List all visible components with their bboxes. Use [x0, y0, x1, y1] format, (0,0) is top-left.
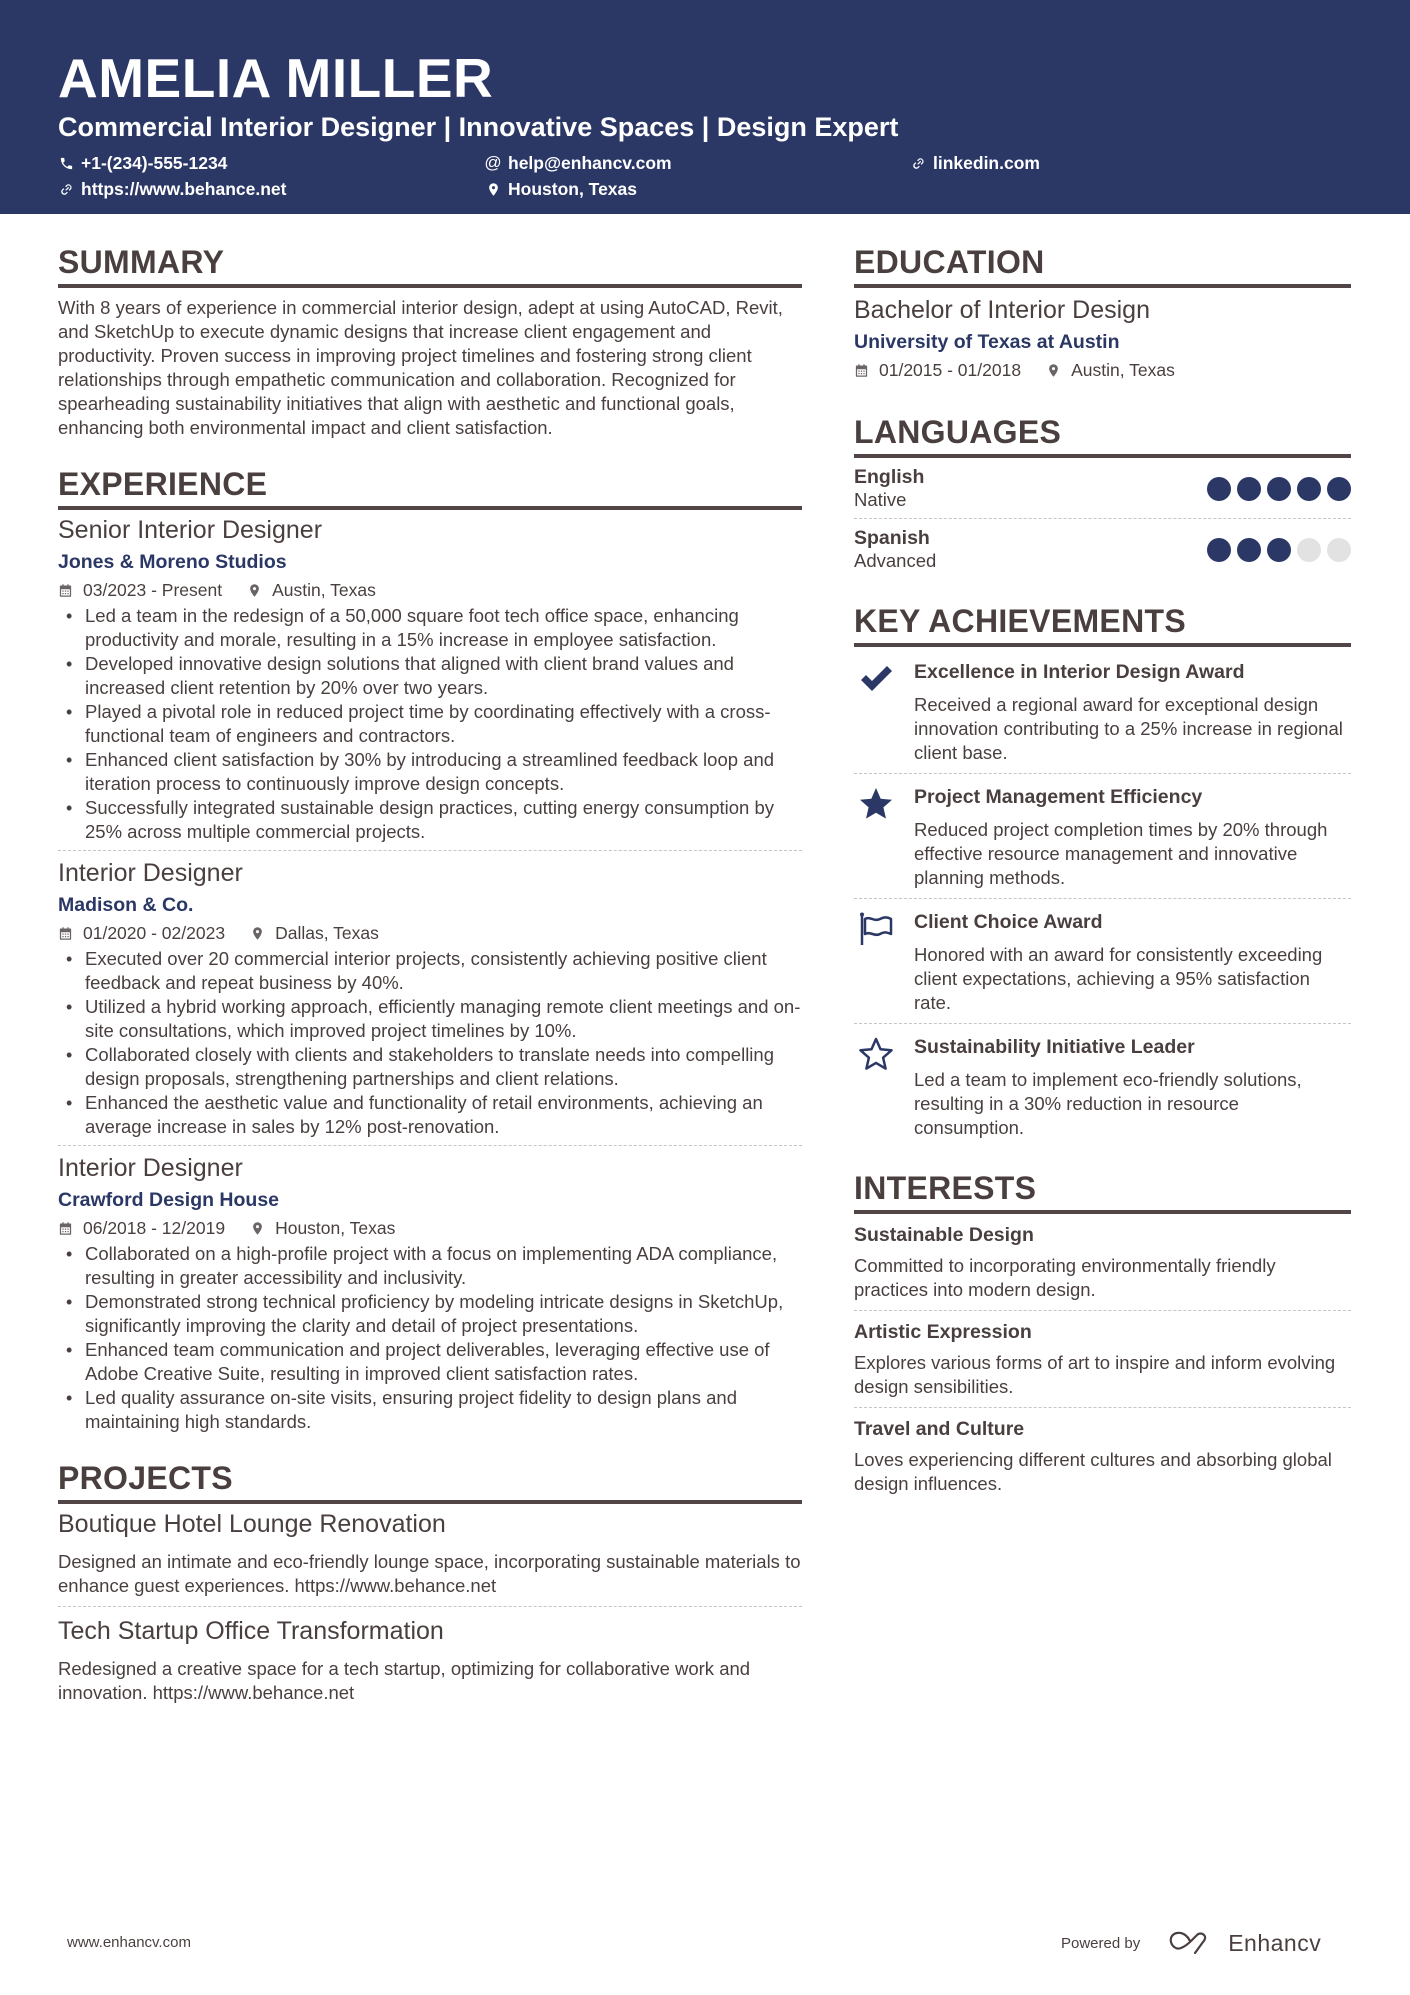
location-pin-icon [485, 181, 501, 197]
language-level: Advanced [854, 550, 937, 571]
language-name: Spanish [854, 527, 930, 549]
achievement-item [854, 1023, 1351, 1148]
section-divider [854, 1210, 1351, 1214]
candidate-name: AMELIA MILLER [58, 47, 494, 109]
achievement-description: Received a regional award for exceptional design innovation contributing to a 25% increase in regional client base. [914, 694, 1343, 763]
job-title: Interior Designer [58, 859, 243, 887]
language-rating [1207, 538, 1351, 562]
bullet-item: • Utilized a hybrid working approach, efficiently managing remote client meetings and on-site consultations, which improved project timelines by 10%. [58, 995, 802, 1043]
section-divider [854, 284, 1351, 288]
education-dates [854, 358, 1021, 382]
bullet-item: • Demonstrated strong technical proficiency by modeling intricate designs in SketchUp, significantly improving the clarity and detail of project presentations. [58, 1290, 802, 1338]
enhancv-logo-icon [1168, 1928, 1228, 1959]
section-title-projects: PROJECTS [58, 1460, 233, 1496]
language-info [854, 527, 936, 573]
achievement-description: Honored with an award for consistently exceeding client expectations, achieving a 95% satisfaction rate. [914, 944, 1323, 1013]
brand-name: Enhancv [1228, 1930, 1322, 1956]
section-title-interests: INTERESTS [854, 1170, 1037, 1206]
contact-phone[interactable] [58, 152, 485, 174]
job-title: Interior Designer [58, 1154, 243, 1182]
projects-section [58, 1460, 802, 1713]
language-rating [1207, 477, 1351, 501]
at-icon: @ [484, 153, 502, 172]
bullet-item: • Enhanced client satisfaction by 30% by introducing a streamlined feedback loop and iteration process to continuously improve design concepts. [58, 748, 802, 796]
star-outline-icon [854, 1034, 914, 1140]
location-pin-icon [1046, 363, 1061, 378]
language-item [854, 462, 1351, 518]
powered-by-label: Powered by [1061, 1935, 1141, 1952]
calendar-icon [58, 926, 73, 941]
calendar-icon [854, 363, 869, 378]
achievements-section [854, 603, 1351, 1148]
section-divider [854, 454, 1351, 458]
interest-title: Artistic Expression [854, 1321, 1032, 1343]
interest-description: Loves experiencing different cultures and absorbing global design influences. [854, 1449, 1332, 1494]
achievement-title: Project Management Efficiency [914, 786, 1203, 808]
job-meta [58, 1216, 802, 1240]
bullet-item: • Led a team in the redesign of a 50,000 square foot tech office space, enhancing productivity and morale, resulting in a 15% increase in employee satisfaction. [58, 604, 802, 652]
rating-dot-filled [1237, 477, 1261, 501]
calendar-icon [58, 1221, 73, 1236]
job-bullets [58, 947, 802, 1139]
contact-email[interactable] [485, 152, 910, 174]
job-location-text: Dallas, Texas [275, 923, 379, 943]
language-level: Native [854, 489, 907, 510]
project-entry [58, 1606, 802, 1713]
education-section [854, 244, 1351, 382]
left-column [58, 244, 802, 1739]
rating-dot-filled [1327, 477, 1351, 501]
section-title-summary: SUMMARY [58, 244, 225, 280]
job-location [250, 921, 379, 945]
section-title-experience: EXPERIENCE [58, 466, 268, 502]
education-meta [854, 358, 1351, 382]
section-title-achievements: KEY ACHIEVEMENTS [854, 603, 1186, 639]
rating-dot-filled [1267, 477, 1291, 501]
rating-dot-filled [1237, 538, 1261, 562]
job-title: Senior Interior Designer [58, 516, 323, 544]
calendar-icon [58, 583, 73, 598]
job-dates-text: 01/2020 - 02/2023 [83, 923, 226, 943]
bullet-item: • Enhanced the aesthetic value and functionality of retail environments, achieving an average increase in sales by 12% post-renovation. [58, 1091, 802, 1139]
contact-email-text: help@enhancv.com [508, 153, 672, 173]
education-location-text: Austin, Texas [1071, 360, 1175, 380]
achievement-title: Sustainability Initiative Leader [914, 1036, 1195, 1058]
section-divider [854, 643, 1351, 647]
contact-linkedin[interactable] [910, 152, 1210, 174]
rating-dot-empty [1297, 538, 1321, 562]
achievement-item [854, 649, 1351, 773]
bullet-item: • Developed innovative design solutions that aligned with client brand values and increased client retention by 20% over two years. [58, 652, 802, 700]
location-pin-icon [247, 583, 262, 598]
job-dates [58, 921, 225, 945]
section-title-education: EDUCATION [854, 244, 1045, 280]
job-dates [58, 578, 222, 602]
contact-linkedin-text: linkedin.com [933, 153, 1040, 173]
bullet-item: • Played a pivotal role in reduced project time by coordinating effectively with a cross-functional team of engineers and contractors. [58, 700, 802, 748]
phone-icon [58, 155, 74, 171]
interest-item [854, 1218, 1351, 1310]
location-pin-icon [250, 926, 265, 941]
project-title: Tech Startup Office Transformation [58, 1617, 444, 1645]
job-location [247, 578, 376, 602]
contact-list [58, 152, 1352, 200]
company-name: Jones & Moreno Studios [58, 551, 287, 573]
bullet-item: • Executed over 20 commercial interior projects, consistently achieving positive client feedback and repeat business by 40%. [58, 947, 802, 995]
school-name: University of Texas at Austin [854, 331, 1120, 353]
bullet-item: • Led quality assurance on-site visits, ensuring project fidelity to design plans and maintaining high standards. [58, 1386, 802, 1434]
contact-location [485, 178, 910, 200]
contact-location-text: Houston, Texas [508, 179, 638, 199]
job-meta [58, 578, 802, 602]
experience-section [58, 466, 802, 1440]
interest-description: Explores various forms of art to inspire and inform evolving design sensibilities. [854, 1352, 1336, 1397]
contact-phone-text: +1-(234)-555-1234 [81, 153, 228, 173]
summary-section [58, 244, 802, 440]
job-dates-text: 03/2023 - Present [83, 580, 223, 600]
job-bullets [58, 604, 802, 844]
project-description: Designed an intimate and eco-friendly lounge space, incorporating sustainable materials to enhance guest experiences. https://www.behance.net [58, 1551, 801, 1596]
resume-header [0, 0, 1410, 214]
contact-portfolio[interactable] [58, 178, 485, 200]
link-icon [58, 181, 74, 197]
interest-item [854, 1407, 1351, 1504]
section-divider [58, 284, 802, 288]
bullet-item: • Enhanced team communication and project deliverables, leveraging effective use of Adobe Creative Suite, resulting in improved client satisfaction rates. [58, 1338, 802, 1386]
section-divider [58, 506, 802, 510]
star-filled-icon [854, 784, 914, 890]
language-info [854, 466, 924, 512]
language-name: English [854, 466, 925, 488]
achievement-item [854, 898, 1351, 1023]
interests-section [854, 1170, 1351, 1504]
checkmark-icon [854, 659, 914, 765]
job-meta [58, 921, 802, 945]
section-title-languages: LANGUAGES [854, 414, 1062, 450]
achievement-title: Excellence in Interior Design Award [914, 661, 1245, 683]
interest-description: Committed to incorporating environmentally friendly practices into modern design. [854, 1255, 1276, 1300]
right-column [854, 244, 1351, 1530]
bullet-item: • Successfully integrated sustainable design practices, cutting energy consumption by 25% across multiple commercial projects. [58, 796, 802, 844]
job-location [250, 1216, 395, 1240]
languages-section [854, 414, 1351, 579]
achievement-description: Led a team to implement eco-friendly solutions, resulting in a 30% reduction in resource consumption. [914, 1069, 1302, 1138]
experience-entry [58, 1145, 802, 1440]
flag-icon [854, 909, 914, 1015]
project-entry [58, 1508, 802, 1606]
link-icon [910, 155, 926, 171]
education-location [1046, 358, 1175, 382]
interest-title: Travel and Culture [854, 1418, 1025, 1440]
company-name: Crawford Design House [58, 1189, 280, 1211]
bullet-item: • Collaborated on a high-profile project with a focus on implementing ADA compliance, resulting in greater accessibility and inclusivity. [58, 1242, 802, 1290]
job-dates [58, 1216, 225, 1240]
rating-dot-empty [1327, 538, 1351, 562]
bullet-item: • Collaborated closely with clients and stakeholders to translate needs into compelling design proposals, strengthening partnerships and client relations. [58, 1043, 802, 1091]
rating-dot-filled [1267, 538, 1291, 562]
degree-title: Bachelor of Interior Design [854, 296, 1150, 324]
achievement-description: Reduced project completion times by 20% through effective resource management and innovative planning methods. [914, 819, 1328, 888]
job-location-text: Houston, Texas [275, 1218, 396, 1238]
experience-entry [58, 850, 802, 1145]
location-pin-icon [250, 1221, 265, 1236]
candidate-headline: Commercial Interior Designer | Innovative Spaces | Design Expert [58, 112, 899, 142]
footer-website-link[interactable]: www.enhancv.com [67, 1934, 191, 1951]
section-divider [58, 1500, 802, 1504]
job-location-text: Austin, Texas [272, 580, 376, 600]
summary-text: With 8 years of experience in commercial interior design, adept at using AutoCAD, Revit, and SketchUp to execute dynamic designs that increase client engagement and productivity. Proven success in improving project timelines and fostering strong client relationships through empathetic communication and collaboration. Recognized for spearheading sustainability initiatives that align with aesthetic and functional goals, enhancing both environmental impact and client satisfaction. [58, 297, 783, 438]
achievement-item [854, 773, 1351, 898]
achievement-title: Client Choice Award [914, 911, 1103, 933]
rating-dot-filled [1297, 477, 1321, 501]
rating-dot-filled [1207, 477, 1231, 501]
contact-portfolio-text: https://www.behance.net [81, 179, 287, 199]
company-name: Madison & Co. [58, 894, 194, 916]
education-dates-text: 01/2015 - 01/2018 [879, 360, 1022, 380]
interest-item [854, 1310, 1351, 1407]
experience-entry [58, 514, 802, 850]
footer-branding[interactable] [1061, 1928, 1321, 1959]
job-dates-text: 06/2018 - 12/2019 [83, 1218, 226, 1238]
interest-title: Sustainable Design [854, 1224, 1034, 1246]
job-bullets [58, 1242, 802, 1434]
rating-dot-filled [1207, 538, 1231, 562]
project-description: Redesigned a creative space for a tech startup, optimizing for collaborative work and innovation. https://www.behance.net [58, 1658, 751, 1703]
language-item [854, 518, 1351, 579]
project-title: Boutique Hotel Lounge Renovation [58, 1510, 446, 1538]
